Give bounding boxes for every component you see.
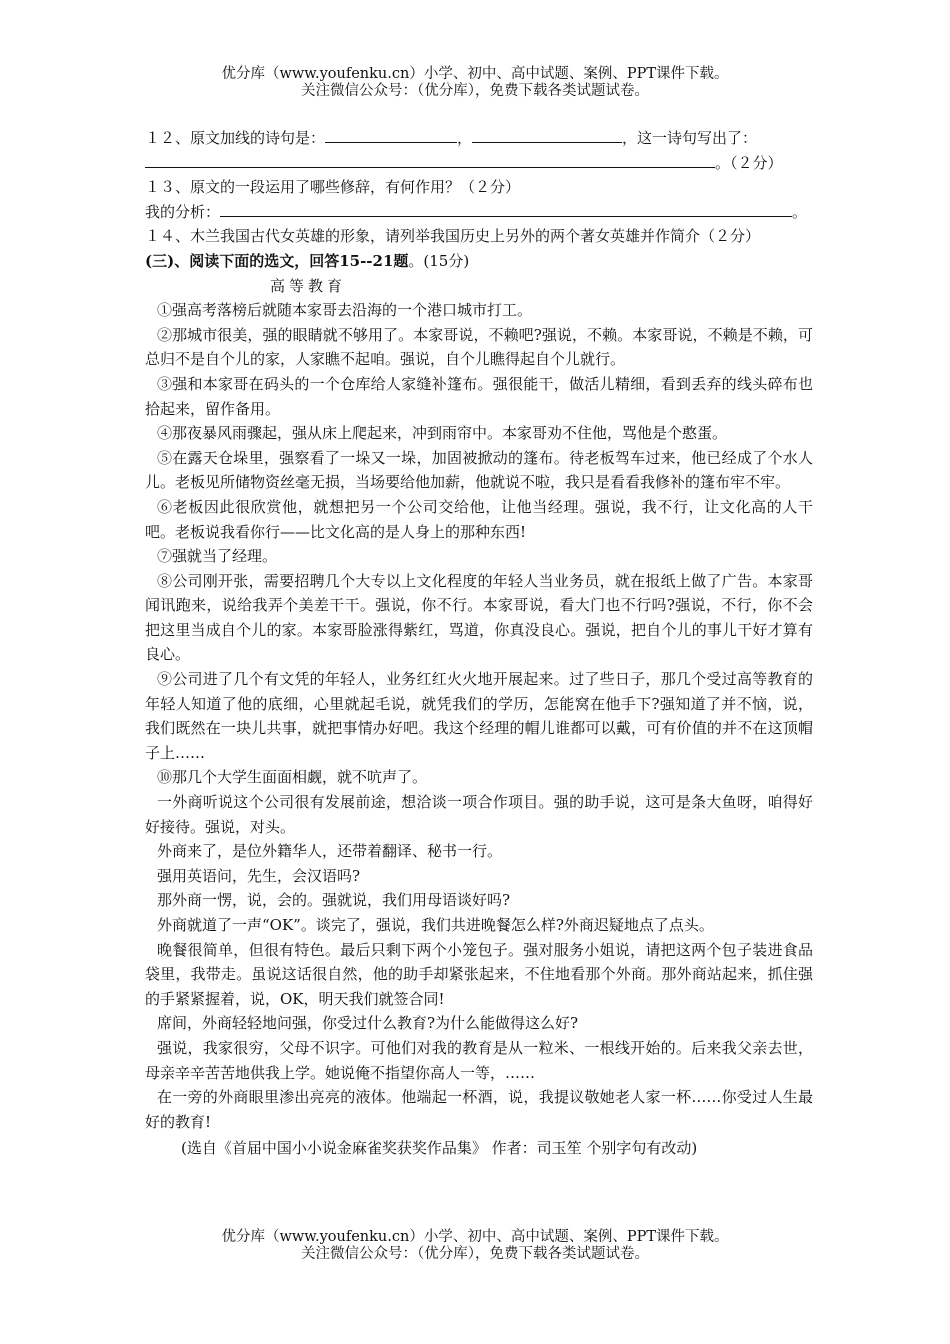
paragraph: 席间，外商轻轻地问强，你受过什么教育?为什么能做得这么好? <box>157 1014 579 1033</box>
q12-comma: ， <box>457 129 473 147</box>
q12-end: 。（２分） <box>715 153 783 172</box>
question-12-answer <box>145 151 813 176</box>
section-3-score: 。(15分) <box>408 251 470 270</box>
q12-blank-2[interactable] <box>472 126 622 143</box>
page-header <box>0 66 950 100</box>
footer-line-1: 优分库（www.youfenku.cn）小学、初中、高中试题、案例、PPT课件下载。 <box>221 1229 729 1245</box>
page-content <box>145 126 813 1161</box>
paragraph: 外商就道了一声“OK”。谈完了，强说，我们共进晚餐怎么样?外商迟疑地点了点头。 <box>157 916 714 934</box>
page-footer <box>0 1229 950 1263</box>
q12-suffix: ，这一诗句写出了： <box>622 129 758 147</box>
paragraph: ②那城市很美，强的眼睛就不够用了。本家哥说，不赖吧?强说，不赖。本家哥说，不赖是不赖，可总归不是自个儿的家，人家瞧不起咱。强说，自个儿瞧得起自个儿就行。 <box>145 325 813 369</box>
paragraph: ⑦强就当了经理。 <box>157 547 278 566</box>
paragraph: ③强和本家哥在码头的一个仓库给人家缝补篷布。强很能干，做活儿精细，看到丢弃的线头碎布也拾起来，留作备用。 <box>145 374 813 418</box>
paragraph: ④那夜暴风雨骤起，强从床上爬起来，冲到雨帘中。本家哥劝不住他，骂他是个憨蛋。 <box>157 424 728 443</box>
q12-blank-3[interactable] <box>145 151 715 168</box>
paragraph: ①强高考落榜后就随本家哥去沿海的一个港口城市打工。 <box>157 301 533 320</box>
section-3-heading <box>145 249 813 274</box>
question-14: １４、木兰我国古代女英雄的形象，请列举我国历史上另外的两个著女英雄并作简介（２分） <box>145 227 761 246</box>
q13-blank[interactable] <box>220 200 792 217</box>
question-12 <box>145 126 813 151</box>
paragraph: 外商来了，是位外籍华人，还带着翻译、秘书一行。 <box>157 842 503 861</box>
paragraph: 一外商听说这个公司很有发展前途，想洽谈一项合作项目。强的助手说，这可是条大鱼呀，咱得好好接待。强说，对头。 <box>145 793 813 836</box>
question-13-answer <box>145 200 813 225</box>
q12-prefix: １２、原文加线的诗句是： <box>145 129 326 147</box>
question-13: １３、原文的一段运用了哪些修辞，有何作用？（２分） <box>145 178 521 197</box>
article-source: (选自《首届中国小小说金麻雀奖获奖作品集》 作者：司玉笙 个别字句有改动) <box>181 1139 698 1158</box>
paragraph: ⑩那几个大学生面面相觑，就不吭声了。 <box>157 768 428 787</box>
header-line-1: 优分库（www.youfenku.cn）小学、初中、高中试题、案例、PPT课件下载。 <box>221 66 729 82</box>
paragraph: 在一旁的外商眼里渗出亮亮的液体。他端起一杯酒，说，我提议敬她老人家一杯……你受过人生最好的教育! <box>145 1088 813 1131</box>
paragraph: ⑥老板因此很欣赏他，就想把另一个公司交给他，让他当经理。强说，我不行，让文化高的人干吧。老板说我看你行——比文化高的是人身上的那种东西! <box>145 497 813 541</box>
paragraph: ⑨公司进了几个有文凭的年轻人，业务红红火火地开展起来。过了些日子，那几个受过高等教育的年轻人知道了他的底细，心里就起毛说，就凭我们的学历，怎能窝在他手下?强知道了并不恼，说，我们既然在一块儿共事，就把事情办好吧。我这个经理的帽儿谁都可以戴，可有价值的并不在这顶帽子上…… <box>145 670 813 762</box>
paragraph: ⑤在露天仓垛里，强察看了一垛又一垛，加固被掀动的篷布。待老板驾车过来，他已经成了个水人儿。老板见所储物资丝毫无损，当场要给他加薪，他就说不啦，我只是看看我修补的篷布牢不牢。 <box>145 448 813 492</box>
paragraph: ⑧公司刚开张，需要招聘几个大专以上文化程度的年轻人当业务员，就在报纸上做了广告。本家哥闻讯跑来，说给我弄个美差干干。强说，你不行。本家哥说，看大门也不行吗?强说，不行，你不会把这里当成自个儿的家。本家哥脸涨得紫红，骂道，你真没良心。强说，把自个儿的事儿干好才算有良心。 <box>145 571 813 664</box>
footer-line-2: 关注微信公众号：（优分库），免费下载各类试题试卷。 <box>301 1246 649 1262</box>
q13-answer-label: 我的分析： <box>145 202 221 221</box>
section-3-heading-text: (三)、阅读下面的选文，回答15--21题 <box>145 251 409 270</box>
article-body <box>145 298 813 1134</box>
paragraph: 强说，我家很穷，父母不识字。可他们对我的教育是从一粒米、一根线开始的。后来我父亲去世，母亲辛辛苦苦地供我上学。她说俺不指望你高人一等，…… <box>145 1038 813 1082</box>
paragraph: 强用英语问，先生，会汉语吗? <box>157 866 361 885</box>
q13-answer-end: 。 <box>792 202 808 221</box>
paragraph: 晚餐很简单，但很有特色。最后只剩下两个小笼包子。强对服务小姐说，请把这两个包子装进食品袋里，我带走。虽说这话很自然，他的助手却紧张起来，不住地看那个外商。那外商站起来，抓住强的手紧紧握着，说，OK，明天我们就签合同! <box>145 940 813 1008</box>
article-title: 高等教育 <box>270 276 347 295</box>
q12-blank-1[interactable] <box>325 126 457 143</box>
header-line-2: 关注微信公众号：（优分库），免费下载各类试题试卷。 <box>301 83 649 99</box>
paragraph: 那外商一愣，说，会的。强就说，我们用母语谈好吗? <box>157 891 511 910</box>
